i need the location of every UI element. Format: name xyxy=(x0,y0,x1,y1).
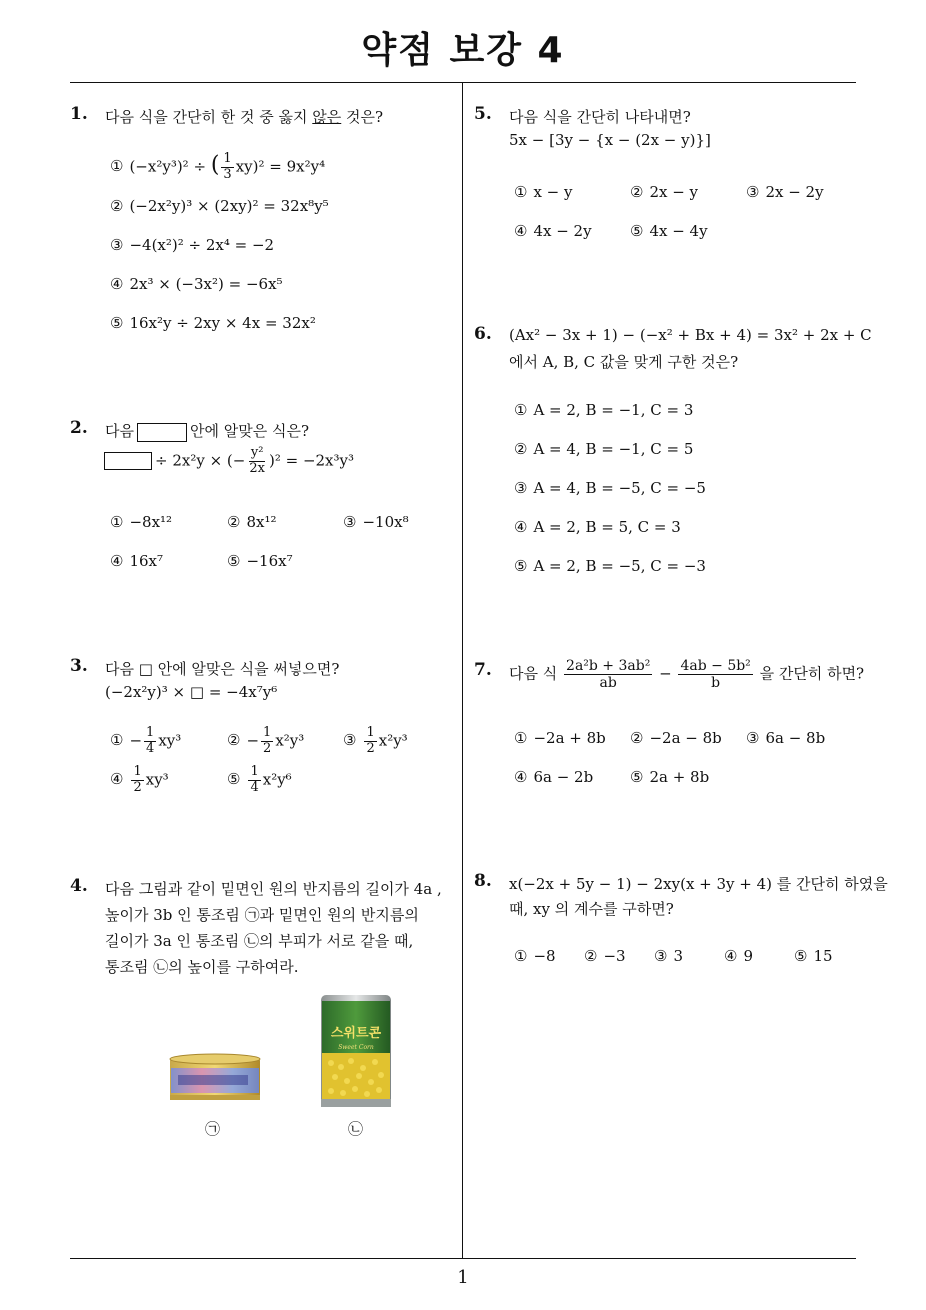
option-2[interactable] xyxy=(630,729,722,747)
option-mark: ① xyxy=(110,157,124,176)
option-expr: x²y⁶ xyxy=(262,770,292,789)
option-4[interactable] xyxy=(110,552,163,570)
option-2[interactable] xyxy=(110,197,329,215)
option-mark: ④ xyxy=(110,552,124,570)
question-equation xyxy=(104,446,354,477)
option-4[interactable] xyxy=(514,768,593,786)
option-expr: 15 xyxy=(813,947,833,965)
question-text xyxy=(105,106,383,127)
question-equation: (−2x²y)³ × □ = −4x⁷y⁶ xyxy=(105,683,278,701)
option-mark: ⑤ xyxy=(794,947,808,965)
fraction xyxy=(364,726,376,757)
option-3[interactable] xyxy=(514,479,706,497)
option-expr: A = 4, B = −1, C = 5 xyxy=(533,440,694,458)
fraction xyxy=(261,726,273,757)
option-expr: −4(x²)² ÷ 2x⁴ = −2 xyxy=(129,236,275,254)
option-mark: ⑤ xyxy=(630,222,644,240)
option-2[interactable] xyxy=(584,947,626,965)
option-expr: (−x²y³)² ÷ xyxy=(129,157,211,176)
option-5[interactable] xyxy=(630,768,709,786)
fraction xyxy=(564,658,652,691)
question-text xyxy=(509,658,864,691)
option-expr: 4x − 2y xyxy=(533,222,592,240)
question-text-line: 길이가 3a 인 통조림 ㉡의 부피가 서로 같을 때, xyxy=(105,932,414,950)
option-5[interactable] xyxy=(630,222,708,240)
equation-part: )² = −2x³y³ xyxy=(268,451,355,470)
option-mark: ③ xyxy=(343,513,357,531)
option-mark: ① xyxy=(110,731,124,750)
question-number: 6. xyxy=(474,324,492,344)
image-label-1: ㉠ xyxy=(205,1120,221,1138)
fraction xyxy=(678,658,752,691)
option-mark: ④ xyxy=(110,275,124,293)
option-mark: ② xyxy=(630,729,644,747)
question-number: 2. xyxy=(70,418,88,438)
option-3[interactable] xyxy=(746,729,825,747)
question-number: 8. xyxy=(474,871,492,891)
option-mark: ⑤ xyxy=(110,314,124,332)
fraction-numerator: 1 xyxy=(223,151,232,166)
fraction-numerator: 1 xyxy=(133,764,142,779)
option-3[interactable] xyxy=(746,183,824,201)
page-number: 1 xyxy=(457,1267,469,1288)
fraction-denominator: b xyxy=(711,675,721,692)
fraction-numerator: 2a²b + 3ab² xyxy=(566,658,651,674)
fraction-numerator: 1 xyxy=(250,764,259,779)
fraction-numerator: y² xyxy=(250,445,264,460)
question-number: 4. xyxy=(70,876,88,896)
option-sign: − xyxy=(129,731,143,750)
option-expr: A = 2, B = −1, C = 3 xyxy=(533,401,694,419)
question-text: 다음 식을 간단히 나타내면? xyxy=(509,108,691,126)
option-mark: ② xyxy=(514,440,528,458)
option-mark: ③ xyxy=(110,236,124,254)
option-expr: −10x⁸ xyxy=(362,513,409,531)
option-expr: (−2x²y)³ × (2xy)² = 32x⁸y⁵ xyxy=(129,197,329,215)
fraction-numerator: 1 xyxy=(146,725,155,740)
question-text-line: 에서 A, B, C 값을 맞게 구한 것은? xyxy=(509,353,739,371)
option-expr: −16x⁷ xyxy=(246,552,293,570)
fraction-denominator: 2 xyxy=(263,740,272,756)
option-5[interactable] xyxy=(794,947,833,965)
question-text-line: 다음 그림과 같이 밑면인 원의 반지름의 길이가 4a , xyxy=(105,880,442,898)
option-3[interactable] xyxy=(343,513,409,531)
minus-sign: − xyxy=(659,664,672,683)
option-mark: ④ xyxy=(514,768,528,786)
option-4[interactable] xyxy=(724,947,753,965)
question-text-line: 높이가 3b 인 통조림 ㉠과 밑면인 원의 반지름의 xyxy=(105,906,419,924)
question-number: 5. xyxy=(474,104,492,124)
question-text-part: 것은? xyxy=(341,108,384,126)
paren-open: ( xyxy=(210,152,220,178)
option-5[interactable] xyxy=(227,765,292,796)
fraction-numerator: 1 xyxy=(263,725,272,740)
option-4[interactable] xyxy=(110,765,169,796)
option-2[interactable] xyxy=(227,726,304,757)
option-expr: 3 xyxy=(673,947,683,965)
question-text-part: 안에 알맞은 식은? xyxy=(189,422,309,440)
fraction xyxy=(248,765,260,796)
question-text-part: 을 간단히 하면? xyxy=(759,664,865,683)
header-rule xyxy=(70,82,856,83)
fraction xyxy=(247,446,267,477)
question-text: 다음 □ 안에 알맞은 식을 써넣으면? xyxy=(105,660,340,678)
question-text-line: x(−2x + 5y − 1) − 2xy(x + 3y + 4) 를 간단히 하였을 xyxy=(509,875,888,893)
option-expr: −2a − 8b xyxy=(649,729,722,747)
option-3[interactable] xyxy=(343,726,408,757)
question-text-part: 다음 식 xyxy=(509,664,558,683)
option-mark: ⑤ xyxy=(514,557,528,575)
option-expr: 16x²y ÷ 2xy × 4x = 32x² xyxy=(129,314,316,332)
option-expr: A = 2, B = −5, C = −3 xyxy=(533,557,706,575)
option-mark: ① xyxy=(514,183,528,201)
fraction-denominator: ab xyxy=(599,675,617,692)
option-expr: 2x³ × (−3x²) = −6x⁵ xyxy=(129,275,283,293)
can-sub-label: Sweet Corn xyxy=(338,1044,374,1051)
option-4[interactable] xyxy=(514,222,592,240)
option-mark: ② xyxy=(584,947,598,965)
option-2[interactable] xyxy=(227,513,276,531)
option-1[interactable] xyxy=(514,729,606,747)
question-number: 1. xyxy=(70,104,88,124)
fraction xyxy=(131,765,143,796)
question-equation: 5x − [3y − {x − (2x − y)}] xyxy=(509,131,711,149)
fraction-denominator: 4 xyxy=(146,740,155,756)
equation-part: ÷ 2x²y × (− xyxy=(155,451,246,470)
question-text-part: 다음 식을 간단히 한 것 중 옳지 xyxy=(105,108,313,126)
page-title: 약점 보강 4 xyxy=(361,30,565,71)
question-text-line: 통조림 ㉡의 높이를 구하여라. xyxy=(105,958,299,976)
option-5[interactable] xyxy=(227,552,293,570)
fraction-numerator: 1 xyxy=(366,725,375,740)
option-expr: 2x − 2y xyxy=(765,183,824,201)
option-mark: ② xyxy=(110,197,124,215)
option-mark: ② xyxy=(630,183,644,201)
option-expr: xy³ xyxy=(145,770,169,789)
option-expr: 2x − y xyxy=(649,183,699,201)
option-mark: ① xyxy=(514,729,528,747)
question-text-line: 때, xy 의 계수를 구하면? xyxy=(509,900,674,918)
option-mark: ⑤ xyxy=(227,770,241,789)
option-2[interactable] xyxy=(514,440,693,458)
option-expr: 4x − 4y xyxy=(649,222,708,240)
fraction xyxy=(221,152,233,183)
option-expr: −2a + 8b xyxy=(533,729,606,747)
option-expr: 8x¹² xyxy=(246,513,277,531)
option-expr: 9 xyxy=(743,947,753,965)
option-mark: ④ xyxy=(110,770,124,789)
fraction-denominator: 4 xyxy=(250,779,259,795)
fraction-denominator: 2x xyxy=(249,460,265,476)
footer-rule xyxy=(70,1258,856,1259)
option-expr: 2a + 8b xyxy=(649,768,710,786)
question-text-line: (Ax² − 3x + 1) − (−x² + Bx + 4) = 3x² + 2x + C xyxy=(509,326,872,344)
option-mark: ③ xyxy=(746,183,760,201)
option-expr: 6a − 2b xyxy=(533,768,594,786)
option-1[interactable] xyxy=(110,726,181,757)
option-5[interactable] xyxy=(110,314,316,332)
option-mark: ③ xyxy=(746,729,760,747)
image-label-2: ㉡ xyxy=(348,1120,364,1138)
option-expr: 16x⁷ xyxy=(129,552,164,570)
question-text xyxy=(105,420,309,442)
column-divider xyxy=(462,83,463,1259)
option-3[interactable] xyxy=(654,947,683,965)
question-number: 3. xyxy=(70,656,88,676)
fraction-denominator: 2 xyxy=(133,779,142,795)
fraction-denominator: 2 xyxy=(366,740,375,756)
option-mark: ⑤ xyxy=(630,768,644,786)
option-expr: xy³ xyxy=(158,731,182,750)
option-expr: x − y xyxy=(533,183,573,201)
blank-box xyxy=(137,423,187,442)
option-mark: ④ xyxy=(724,947,738,965)
option-expr: −8x¹² xyxy=(129,513,173,531)
tuna-can-image xyxy=(168,1053,262,1103)
option-sign: − xyxy=(246,731,260,750)
option-mark: ② xyxy=(227,731,241,750)
option-3[interactable] xyxy=(110,236,274,254)
option-expr: A = 4, B = −5, C = −5 xyxy=(533,479,706,497)
fraction-numerator: 4ab − 5b² xyxy=(680,658,751,674)
option-mark: ③ xyxy=(343,731,357,750)
fraction-denominator: 3 xyxy=(223,166,232,182)
option-1[interactable] xyxy=(514,401,693,419)
option-1[interactable] xyxy=(514,947,556,965)
option-expr: −8 xyxy=(533,947,556,965)
option-mark: ④ xyxy=(514,518,528,536)
option-mark: ① xyxy=(514,401,528,419)
option-mark: ⑤ xyxy=(227,552,241,570)
option-expr: xy)² = 9x²y⁴ xyxy=(235,157,326,176)
option-expr: −3 xyxy=(603,947,626,965)
question-number: 7. xyxy=(474,660,492,680)
option-1[interactable] xyxy=(110,152,325,183)
option-expr: 6a − 8b xyxy=(765,729,826,747)
option-1[interactable] xyxy=(110,513,172,531)
option-mark: ③ xyxy=(514,479,528,497)
option-4[interactable] xyxy=(514,518,681,536)
option-expr: x²y³ xyxy=(378,731,408,750)
option-mark: ③ xyxy=(654,947,668,965)
option-mark: ① xyxy=(110,513,124,531)
corn-can-image xyxy=(319,993,393,1109)
blank-box xyxy=(104,452,152,470)
option-4[interactable] xyxy=(110,275,283,293)
option-mark: ② xyxy=(227,513,241,531)
option-mark: ④ xyxy=(514,222,528,240)
option-5[interactable] xyxy=(514,557,706,575)
underlined-word: 않은 xyxy=(312,108,342,126)
question-text-part: 다음 xyxy=(105,422,134,440)
option-expr: x²y³ xyxy=(275,731,305,750)
option-2[interactable] xyxy=(630,183,698,201)
fraction xyxy=(144,726,156,757)
can-label-text: 스위트콘 xyxy=(330,1026,382,1041)
option-expr: A = 2, B = 5, C = 3 xyxy=(533,518,681,536)
option-mark: ① xyxy=(514,947,528,965)
option-1[interactable] xyxy=(514,183,573,201)
